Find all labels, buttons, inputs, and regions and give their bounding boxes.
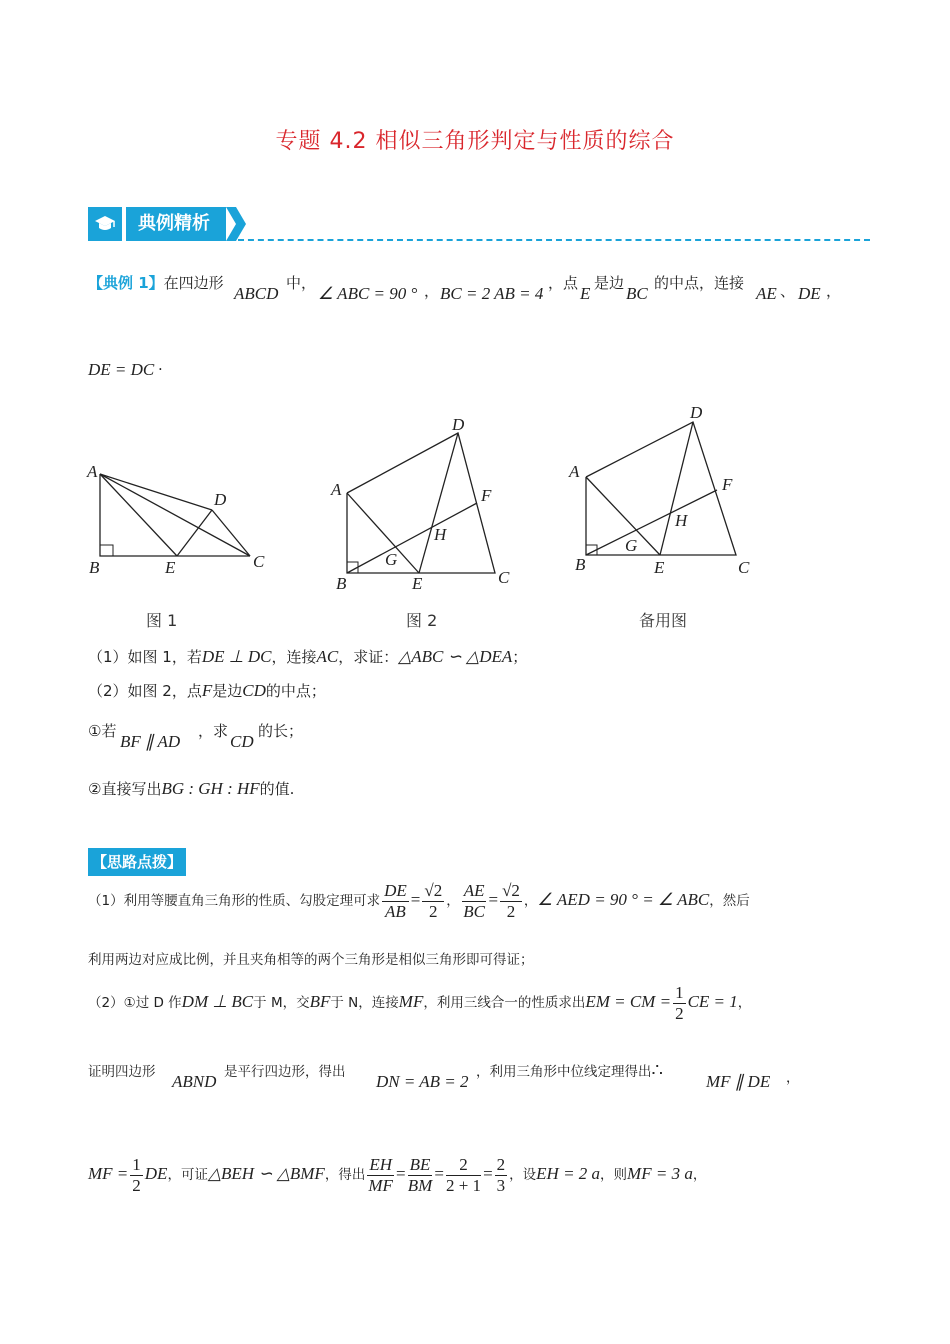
figure-1: [100, 474, 250, 556]
fig3-label-h: H: [675, 511, 688, 530]
fig3-label-b: B: [575, 555, 586, 574]
example-statement: 【典例 1】在四边形: [88, 274, 224, 292]
fig2-caption: 图 2: [406, 611, 438, 630]
hint-tag: 【思路点拨】: [88, 848, 186, 876]
example-tag: 【典例 1】: [88, 274, 164, 292]
fig1-label-b: B: [89, 558, 100, 577]
quad-label: ABCD: [234, 284, 279, 303]
figure-3: [586, 422, 736, 555]
question-2-2: ②直接写出BG : GH : HF的值.: [88, 779, 295, 798]
fig1-caption: 图 1: [146, 611, 178, 630]
hint-p4-c: ，利用三角形中位线定理得出∴: [476, 1060, 663, 1080]
fig2-label-b: B: [336, 574, 347, 593]
bc-expr: BC = 2 AB = 4: [440, 284, 544, 303]
text: ，求: [198, 722, 229, 740]
fig1-label-d: D: [214, 490, 227, 509]
hint-para-3: （2）①过 D 作DM ⊥ BC于 M，交BF于 N，连接MF，利用三线合一的性质求出EM = CM = $\frac{1}{2}$ CE = 1，: [88, 982, 752, 1023]
text: ，点: [548, 274, 579, 292]
figure-2: [347, 433, 495, 573]
text: ，: [424, 282, 440, 300]
text: 的长；: [258, 722, 304, 740]
angle-expr: ∠ ABC = 90 °: [318, 284, 418, 303]
text: ，: [826, 282, 842, 300]
condition-de-dc: DE = DC: [88, 360, 155, 379]
fig2-label-e: E: [412, 574, 423, 593]
graduation-cap-icon: [88, 207, 122, 241]
fig3-caption: 备用图: [639, 611, 688, 630]
fig3-label-c: C: [738, 558, 750, 577]
text: 是平行四边形，得出: [224, 1064, 346, 1080]
page-title: 专题 4.2 相似三角形判定与性质的综合: [275, 129, 675, 154]
chevron-right-icon: [226, 207, 250, 241]
text: ，: [786, 1070, 800, 1086]
text: 、: [780, 282, 796, 300]
hint-para-2: 利用两边对应成比例，并且夹角相等的两个三角形是相似三角形即可得证；: [88, 952, 534, 968]
text: 是边: [594, 274, 625, 292]
text: 的中点，连接: [654, 274, 745, 292]
hint-para-1: （1）利用等腰直角三角形的性质、勾股定理可求 $\frac{DE}{AB}$ = $\frac{√2}{2}$ ， $\frac{AE}{BC}$ = $\frac{√2}{2}$ ，∠ AED = 90 ° = ∠ ABC，然后: [88, 880, 750, 921]
q3-cd: CD: [230, 732, 254, 751]
fig3-label-f: F: [722, 475, 733, 494]
question-2: （2）如图 2，点F是边CD的中点；: [88, 681, 326, 700]
mf-parallel-de: MF ∥ DE: [706, 1072, 771, 1091]
side-bc: BC: [626, 284, 648, 303]
figure-area: [0, 395, 950, 610]
fig3-label-g: G: [625, 536, 638, 555]
seg-ae: AE: [756, 284, 777, 303]
hint-para-5: MF = $\frac{1}{2}$ DE，可证△BEH ∽ △BMF，得出 $\frac{EH}{MF}$ = $\frac{BE}{BM}$ = $\frac{2}{2 + 1}$ = $\frac{2}{3}$ ，设EH = 2 a，则MF = 3 a，: [88, 1154, 707, 1195]
fig3-label-e: E: [654, 558, 665, 577]
banner-divider: [238, 239, 870, 241]
q3-expr: BF ∥ AD: [120, 732, 181, 751]
text: 中，: [286, 274, 317, 292]
fig1-label-a: A: [87, 462, 98, 481]
fig2-label-c: C: [498, 568, 510, 587]
fig2-label-d: D: [452, 415, 465, 434]
section-banner: [88, 207, 868, 243]
fig1-label-c: C: [253, 552, 265, 571]
fig2-label-a: A: [331, 480, 342, 499]
quad-abnd: ABND: [172, 1072, 217, 1091]
fig1-label-e: E: [165, 558, 176, 577]
fig2-label-h: H: [434, 525, 447, 544]
fig3-label-a: A: [569, 462, 580, 481]
text: 证明四边形: [88, 1064, 156, 1080]
seg-de: DE: [798, 284, 821, 303]
fig2-label-g: G: [385, 550, 398, 569]
question-1: （1）如图 1，若DE ⊥ DC，连接AC，求证：△ABC ∽ △DEA；: [88, 647, 528, 666]
fig3-label-d: D: [690, 403, 703, 422]
dn-expr: DN = AB = 2: [376, 1072, 469, 1091]
point-e: E: [580, 284, 591, 303]
section-label: 典例精析: [126, 207, 226, 241]
text: .: [158, 356, 163, 374]
fig2-label-f: F: [481, 486, 492, 505]
question-2-1: ①若: [88, 722, 117, 740]
